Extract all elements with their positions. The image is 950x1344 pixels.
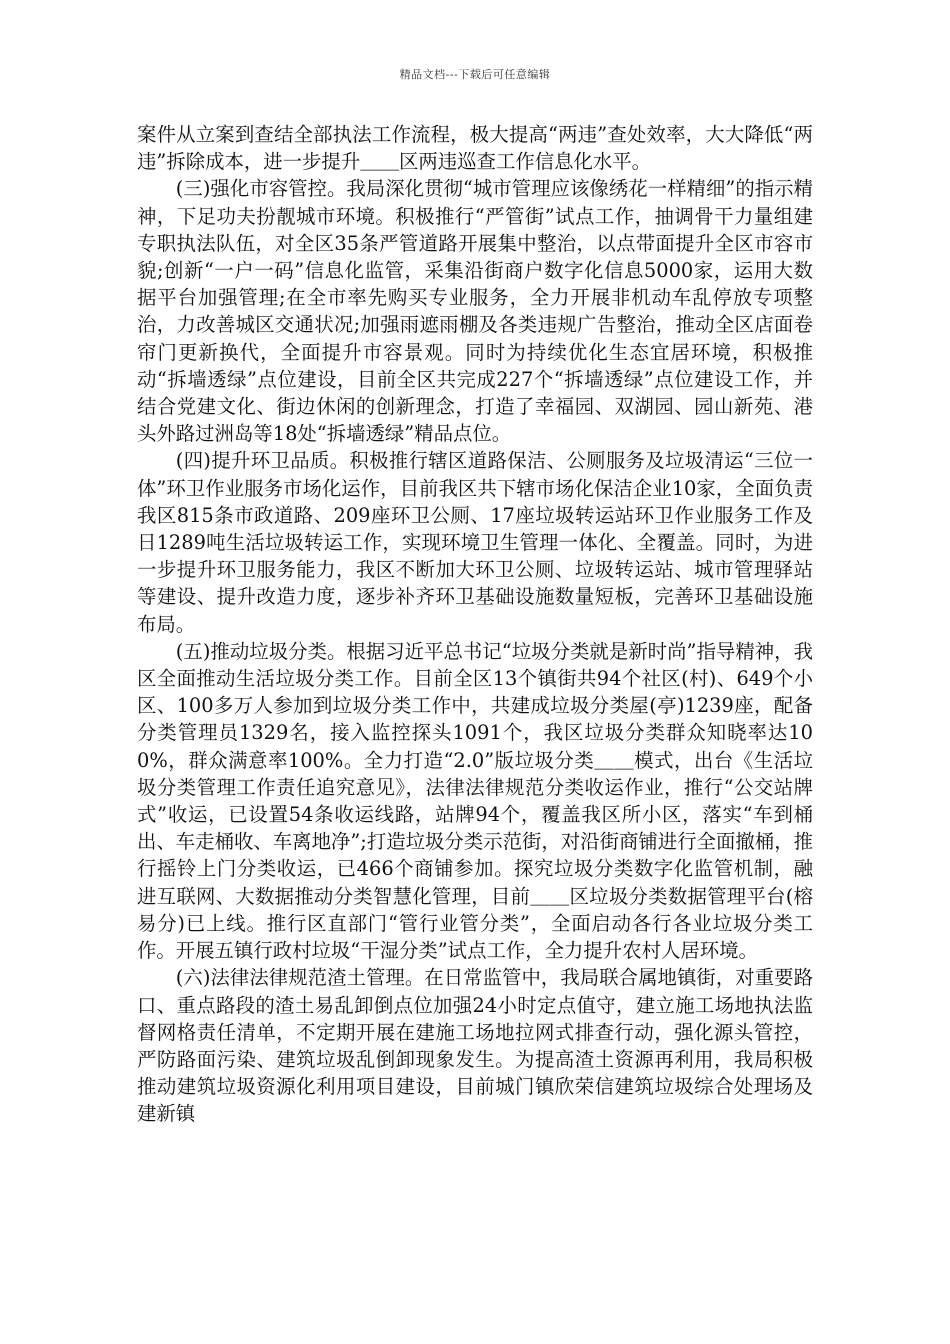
paragraph-garbage-sorting: (五)推动垃圾分类。根据习近平总书记“垃圾分类就是新时尚”指导精神，我区全面推动生活垃圾分类工作。目前全区13个镇街共94个社区(村)、649个小区、100多万人参加到垃圾分类工作中，共建成垃圾分类屋(亭)1239座，配备分类管理员1329名，接入监控探头1091个，我区垃圾分类群众知晓率达100%，群众满意率100%。全力打造“2.0”版垃圾分类＿＿模式，出台《生活垃圾分类管理工作责任追究意见》，法律法律规范分类收运作业，推行“公交站牌式”收运，已设置54条收运线路，站牌94个，覆盖我区所小区，落实“车到桶出、车走桶收、车离地净”;打造垃圾分类示范街，对沿街商铺进行全面撤桶，推行摇铃上门分类收运，已466个商铺参加。探究垃圾分类数字化监管机制，融进互联网、大数据推动分类智慧化管理，目前＿＿区垃圾分类数据管理平台(榕易分)已上线。推行区直部门“管行业管分类”，全面启动各行各业垃圾分类工作。开展五镇行政村垃圾“干湿分类”试点工作，全力提升农村人居环境。 [137,639,813,963]
paragraph-muck-management: (六)法律法律规范渣土管理。在日常监管中，我局联合属地镇街，对重要路口、重点路段的渣土易乱卸倒点位加强24小时定点值守，建立施工场地执法监督网格责任清单，不定期开展在建施工场地拉网式排查行动，强化源头管控，严防路面污染、建筑垃圾乱倒卸现象发生。为提高渣土资源再利用，我局积极推动建筑垃圾资源化利用项目建设，目前城门镇欣荣信建筑垃圾综合处理场及建新镇 [137,966,813,1126]
document-body [137,121,813,1128]
paragraph-city-appearance: (三)强化市容管控。我局深化贯彻“城市管理应该像绣花一样精细”的指示精神，下足功夫扮靓城市环境。积极推行“严管街”试点工作，抽调骨干力量组建专职执法队伍，对全区35条严管道路开展集中整治，以点带面提升全区市容市貌;创新“一户一码”信息化监管，采集沿街商户数字化信息5000家，运用大数据平台加强管理;在全市率先购买专业服务，全力开展非机动车乱停放专项整治，力改善城区交通状况;加强雨遮雨棚及各类违规广告整治，推动全区店面卷帘门更新换代，全面提升市容景观。同时为持续优化生态宜居环境，积极推动“拆墙透绿”点位建设，目前全区共完成227个“拆墙透绿”点位建设工作，并结合党建文化、街边休闲的创新理念，打造了幸福园、双湖园、园山新苑、港头外路过洲岛等18处“拆墙透绿”精品点位。 [137,177,813,446]
page-header: 精品文档---下载后可任意编辑 [399,68,551,81]
paragraph-sanitation: (四)提升环卫品质。积极推行辖区道路保洁、公厕服务及垃圾清运“三位一体”环卫作业服务市场化运作，目前我区共下辖市场化保洁企业10家，全面负责我区815条市政道路、209座环卫公厕、17座垃圾转运站环卫作业服务工作及日1289吨生活垃圾转运工作，实现环境卫生管理一体化、全覆盖。同时，为进一步提升环卫服务能力，我区不断加大环卫公厕、垃圾转运站、城市管理驿站等建设、提升改造力度，逐步补齐环卫基础设施数量短板，完善环卫基础设施布局。 [137,449,813,636]
paragraph-continuation: 案件从立案到查结全部执法工作流程，极大提高“两违”查处效率，大大降低“两违”拆除成本，进一步提升＿＿区两违巡查工作信息化水平。 [137,123,813,174]
